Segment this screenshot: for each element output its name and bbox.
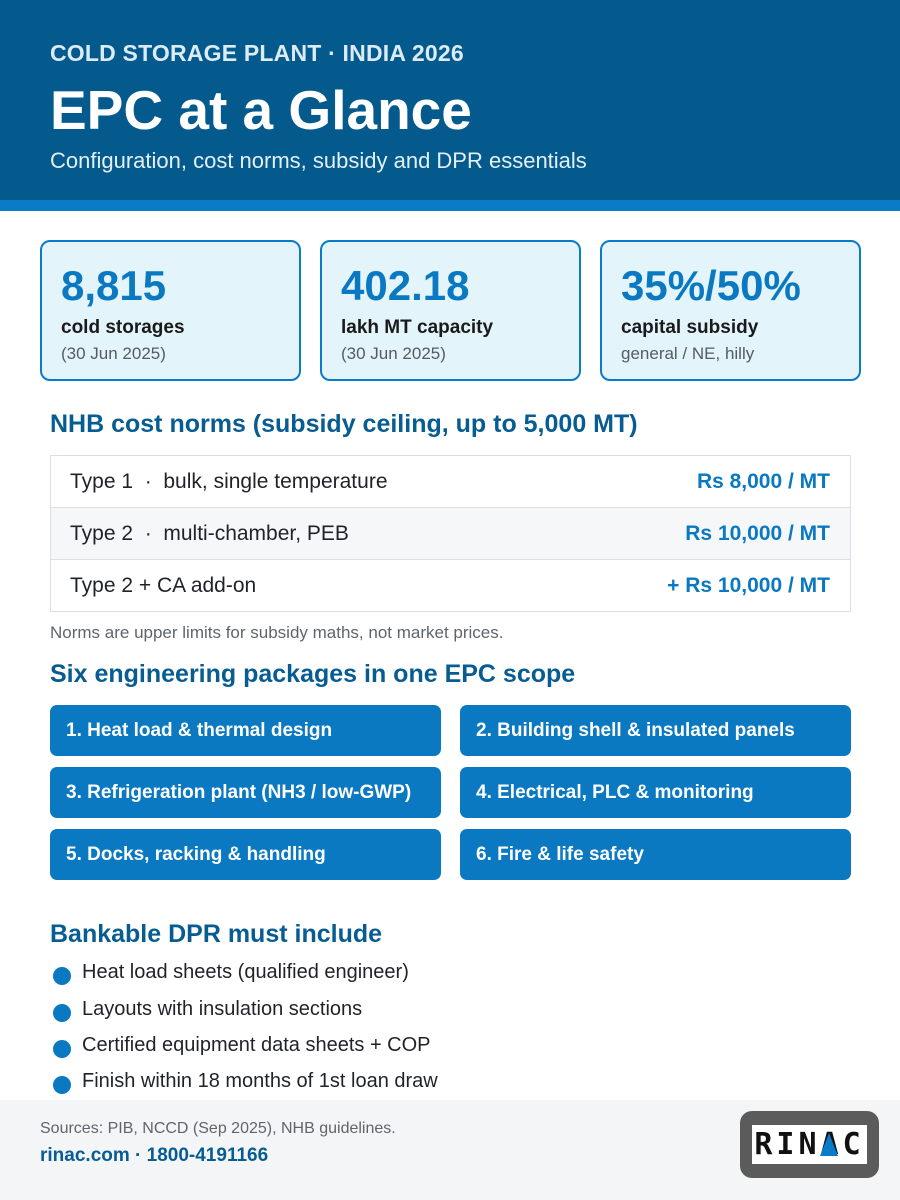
stat-label: lakh MT capacity [341, 317, 494, 338]
page-title: EPC at a Glance [50, 79, 472, 141]
stat-value: 402.18 [341, 262, 470, 309]
package-tile-refrigeration: 3. Refrigeration plant (NH3 / low-GWP) [50, 767, 441, 818]
package-tile-heat-load: 1. Heat load & thermal design [50, 705, 441, 756]
stat-note: general / NE, hilly [621, 344, 755, 363]
norm-type: Type 2 + CA add-on [70, 574, 257, 597]
norm-type: Type 1 · bulk, single temperature [70, 470, 388, 493]
package-tile-docks: 5. Docks, racking & handling [50, 829, 441, 880]
stat-card-capacity [320, 240, 581, 381]
norm-price: + Rs 10,000 / MT [667, 574, 830, 597]
dpr-item-text: Certified equipment data sheets + COP [82, 1034, 431, 1056]
stat-card-subsidy [600, 240, 861, 381]
stat-value: 35%/50% [621, 262, 801, 309]
norms-table [50, 455, 851, 612]
rinac-logo [740, 1111, 879, 1178]
bullet-dot-icon [53, 1076, 71, 1094]
norms-section-title: NHB cost norms (subsidy ceiling, up to 5,000 MT) [50, 410, 638, 438]
header-banner [0, 0, 900, 200]
norms-row [51, 456, 850, 508]
logo-triangle-icon [820, 1133, 838, 1156]
dpr-item-text: Heat load sheets (qualified engineer) [82, 961, 409, 983]
stat-label: cold storages [61, 317, 185, 338]
stat-card-cold-storages [40, 240, 301, 381]
dpr-section-title: Bankable DPR must include [50, 920, 383, 948]
bullet-dot-icon [53, 1004, 71, 1022]
package-tile-fire-safety: 6. Fire & life safety [460, 829, 851, 880]
norms-row [51, 508, 850, 560]
footer-sources: Sources: PIB, NCCD (Sep 2025), NHB guidelines. [40, 1120, 396, 1137]
norms-row [51, 560, 850, 612]
dpr-item-text: Layouts with insulation sections [82, 998, 363, 1020]
logo-wordmark: RINAC [754, 1127, 865, 1162]
header-kicker: COLD STORAGE PLANT · INDIA 2026 [50, 40, 464, 66]
packages-section-title: Six engineering packages in one EPC scope [50, 660, 576, 688]
norm-price: Rs 8,000 / MT [696, 470, 830, 493]
norms-footnote: Norms are upper limits for subsidy maths, not market prices. [50, 623, 504, 642]
bullet-dot-icon [53, 967, 71, 985]
stat-note: (30 Jun 2025) [341, 344, 446, 363]
package-tile-building-shell: 2. Building shell & insulated panels [460, 705, 851, 756]
bullet-dot-icon [53, 1040, 71, 1058]
stat-note: (30 Jun 2025) [61, 344, 166, 363]
stat-label: capital subsidy [621, 317, 759, 338]
footer [0, 1100, 900, 1200]
header-accent-stripe [0, 200, 900, 211]
dpr-item-text: Finish within 18 months of 1st loan draw [82, 1070, 438, 1092]
logo-plate [752, 1125, 867, 1164]
package-tile-electrical: 4. Electrical, PLC & monitoring [460, 767, 851, 818]
norm-type: Type 2 · multi-chamber, PEB [70, 522, 349, 545]
norm-price: Rs 10,000 / MT [685, 522, 830, 545]
stat-value: 8,815 [61, 262, 167, 309]
page-subtitle: Configuration, cost norms, subsidy and DPR essentials [50, 148, 587, 173]
footer-contact-link[interactable]: rinac.com · 1800-4191166 [40, 1145, 269, 1166]
